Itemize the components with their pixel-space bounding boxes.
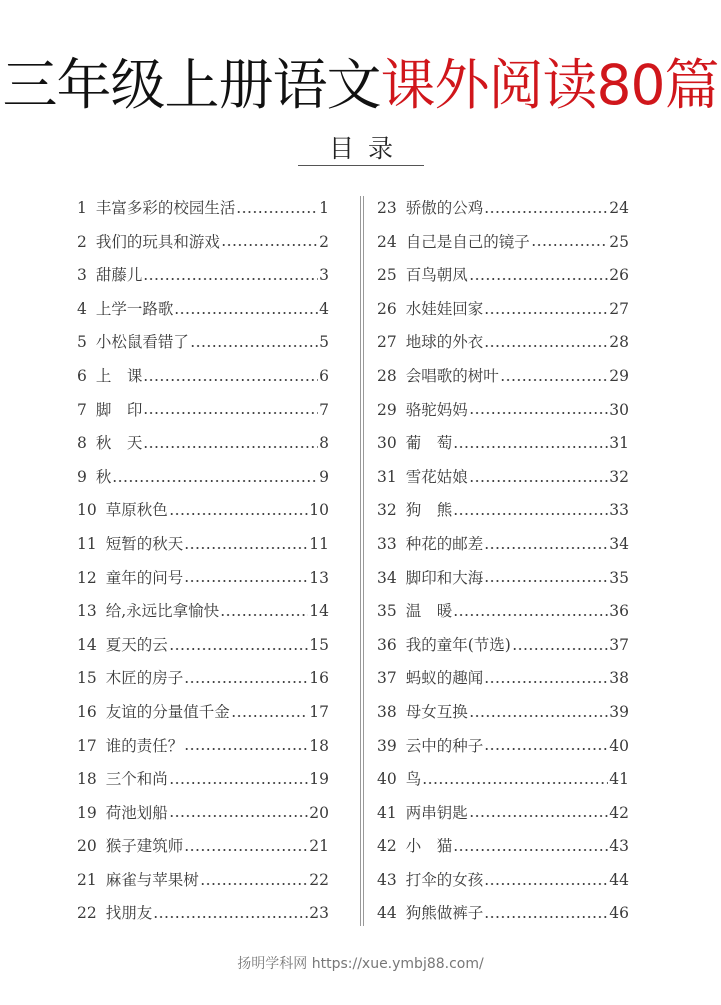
toc-entry-page: 38 [609,669,629,688]
toc-entry[interactable] [77,192,329,226]
dot-leader [469,278,609,280]
dot-leader [469,715,609,717]
dot-leader [169,513,309,515]
toc-entry-number: 32 [377,501,397,520]
toc-entry-title: 打伞的女孩 [405,870,484,889]
toc-entry-page: 37 [609,635,629,654]
toc-entry-title: 草原秋色 [105,501,168,520]
dot-leader [484,345,608,347]
dot-leader [169,648,309,650]
toc-entry-page: 3 [319,266,329,285]
toc-entry-title: 小 猫 [405,837,453,856]
toc-heading: 目录 [298,134,424,166]
toc-entry-title: 我的童年(节选) [405,635,511,654]
toc-entry-title: 三个和尚 [105,770,168,789]
toc-entry[interactable] [77,326,329,360]
toc-entry[interactable] [77,830,329,864]
dot-leader [469,815,609,817]
toc-entry-page: 4 [319,299,329,318]
dot-leader [484,883,608,885]
toc-entry[interactable] [377,662,629,696]
toc-entry-number: 5 [77,333,87,352]
toc-entry-number: 10 [77,501,97,520]
toc-entry-number: 16 [77,702,97,721]
toc-entry-title: 上 课 [95,366,143,385]
toc-entry[interactable] [377,461,629,495]
toc-entry-page: 46 [609,904,629,923]
toc-entry-title: 温 暖 [405,602,453,621]
toc-entry-title: 种花的邮差 [405,534,484,553]
dot-leader [453,513,608,515]
footer-watermark: 扬明学科网 https://xue.ymbj88.com/ [237,956,484,972]
toc-entry-title: 短暂的秋天 [105,534,184,553]
toc-entry-number: 24 [377,232,397,251]
dot-leader [484,681,608,683]
dot-leader [143,412,318,414]
dot-leader [236,211,318,213]
toc-entry-number: 33 [377,534,397,553]
toc-entry[interactable] [77,864,329,898]
toc-entry-number: 12 [77,568,97,587]
toc-entry-number: 26 [377,299,397,318]
dot-leader [469,412,609,414]
toc-entry[interactable] [377,326,629,360]
dot-leader [169,815,309,817]
toc-entry-number: 6 [77,366,87,385]
toc-entry-number: 2 [77,232,87,251]
toc-entry-title: 友谊的分量值千金 [105,702,230,721]
dot-leader [484,312,608,314]
toc-entry-page: 13 [309,568,329,587]
toc-entry-number: 20 [77,837,97,856]
dot-leader [453,614,608,616]
toc-entry-number: 25 [377,266,397,285]
toc-entry[interactable] [77,629,329,663]
dot-leader [484,748,608,750]
toc-entry[interactable] [77,528,329,562]
toc-entry-title: 雪花姑娘 [405,467,468,486]
toc-entry-number: 41 [377,803,397,822]
dot-leader [143,379,318,381]
toc-entry-number: 14 [77,635,97,654]
toc-entry-title: 骆驼妈妈 [405,400,468,419]
toc-entry[interactable] [77,427,329,461]
toc-entry-page: 23 [309,904,329,923]
toc-entry[interactable] [377,897,629,931]
toc-entry[interactable] [77,562,329,596]
toc-entry-page: 11 [309,534,329,553]
toc-entry-page: 41 [609,770,629,789]
toc-entry-number: 31 [377,467,397,486]
toc-entry-title: 狗熊做裤子 [405,904,484,923]
toc-entry-number: 42 [377,837,397,856]
toc-entry-title: 云中的种子 [405,736,484,755]
toc-entry-page: 17 [309,702,329,721]
dot-leader [200,883,309,885]
dot-leader [422,782,608,784]
toc-entry[interactable] [77,662,329,696]
toc-entry[interactable] [77,360,329,394]
toc-entry-page: 14 [309,602,329,621]
toc-entry-title: 上学一路歌 [95,299,174,318]
dot-leader [231,715,309,717]
toc-entry[interactable] [377,562,629,596]
dot-leader [174,312,318,314]
toc-entry[interactable] [377,830,629,864]
toc-entry-page: 19 [309,770,329,789]
toc-entry-page: 29 [609,366,629,385]
dot-leader [531,244,609,246]
toc-entry-page: 39 [609,702,629,721]
toc-entry-title: 小松鼠看错了 [95,333,189,352]
toc-entry-title: 童年的问号 [105,568,184,587]
dot-leader [190,345,318,347]
document-title [0,50,721,120]
toc-entry-page: 27 [609,299,629,318]
toc-entry-title: 秋 天 [95,434,143,453]
toc-entry-title: 给,永远比拿愉快 [105,602,220,621]
toc-entry-number: 21 [77,870,97,889]
toc-entry[interactable] [377,797,629,831]
dot-leader [184,748,308,750]
toc-entry[interactable] [77,730,329,764]
toc-entry-number: 1 [77,199,87,217]
dot-leader [184,849,308,851]
dot-leader [453,446,608,448]
toc-entry-page: 5 [319,333,329,352]
dot-leader [153,916,308,918]
toc-entry-number: 3 [77,266,87,285]
dot-leader [469,480,609,482]
toc-entry[interactable] [377,864,629,898]
toc-entry-title: 鸟 [405,770,422,789]
toc-entry-page: 21 [309,837,329,856]
toc-entry-number: 43 [377,870,397,889]
dot-leader [500,379,609,381]
toc-entry-number: 11 [77,534,97,553]
toc-entry-title: 谁的责任？ [105,736,184,755]
toc-entry-title: 木匠的房子 [105,669,184,688]
dot-leader [484,580,608,582]
toc-entry-number: 22 [77,904,97,923]
toc-entry-page: 35 [609,568,629,587]
toc-entry[interactable] [77,259,329,293]
dot-leader [143,278,318,280]
toc-entry-number: 39 [377,736,397,755]
dot-leader [184,580,308,582]
toc-entry-number: 34 [377,568,397,587]
toc-entry[interactable] [377,259,629,293]
toc-entry-title: 丰富多彩的校园生活 [95,199,236,217]
toc-entry-page: 42 [609,803,629,822]
toc-entry-page: 10 [309,501,329,520]
toc-entry[interactable] [377,528,629,562]
toc-entry[interactable] [377,730,629,764]
toc-entry-title: 麻雀与苹果树 [105,870,199,889]
toc-entry-title: 荷池划船 [105,803,168,822]
toc-entry[interactable] [377,629,629,663]
toc-entry-page: 44 [609,870,629,889]
toc-entry-number: 7 [77,400,87,419]
dot-leader [484,916,608,918]
toc-entry[interactable] [377,394,629,428]
toc-entry[interactable] [77,226,329,260]
toc-entry[interactable] [377,226,629,260]
toc-entry-page: 30 [609,400,629,419]
toc-entry-title: 找朋友 [105,904,153,923]
toc-entry-number: 19 [77,803,97,822]
toc-entry-page: 9 [319,467,329,486]
toc-entry-page: 28 [609,333,629,352]
toc-entry-page: 1 [319,199,329,217]
toc-entry-title: 地球的外衣 [405,333,484,352]
toc-entry-title: 会唱歌的树叶 [405,366,499,385]
toc-entry-page: 32 [609,467,629,486]
toc-entry-page: 7 [319,400,329,419]
toc-entry-title: 葡 萄 [405,434,453,453]
toc-entry-title: 母女互换 [405,702,468,721]
toc-entry-title: 蚂蚁的趣闻 [405,669,484,688]
toc-entry-page: 31 [609,434,629,453]
toc-entry[interactable] [77,595,329,629]
toc-entry-page: 33 [609,501,629,520]
dot-leader [184,681,308,683]
dot-leader [112,480,318,482]
title-black-part: 三年级上册语文 [2,53,381,117]
dot-leader [143,446,318,448]
toc-entry[interactable] [377,192,629,226]
toc-entry-number: 4 [77,299,87,318]
toc-entry[interactable] [77,293,329,327]
toc-entry[interactable] [77,696,329,730]
toc-entry-number: 17 [77,736,97,755]
toc-entry-title: 狗 熊 [405,501,453,520]
toc-entry-number: 23 [377,199,397,217]
toc-entry-page: 18 [309,736,329,755]
toc-entry-page: 16 [309,669,329,688]
toc-entry-page: 36 [609,602,629,621]
dot-leader [512,648,608,650]
toc-entry-title: 水娃娃回家 [405,299,484,318]
toc-entry[interactable] [377,763,629,797]
toc-entry-page: 20 [309,803,329,822]
toc-entry-number: 35 [377,602,397,621]
toc-column-left [77,192,329,931]
toc-entry-number: 27 [377,333,397,352]
column-divider [360,196,364,926]
toc-entry-number: 44 [377,904,397,923]
toc-entry[interactable] [377,494,629,528]
toc-entry-page: 6 [319,366,329,385]
toc-entry[interactable] [77,494,329,528]
toc-entry-page: 25 [609,232,629,251]
dot-leader [453,849,608,851]
toc-entry-page: 34 [609,534,629,553]
dot-leader [184,547,308,549]
toc-entry[interactable] [77,797,329,831]
toc-entry-title: 甜藤儿 [95,266,143,285]
toc-entry-number: 15 [77,669,97,688]
toc-entry-title: 骄傲的公鸡 [405,199,484,217]
toc-entry-title: 百鸟朝凤 [405,266,468,285]
toc-entry-title: 猴子建筑师 [105,837,184,856]
toc-entry-number: 30 [377,434,397,453]
toc-entry-page: 43 [609,837,629,856]
toc-entry[interactable] [77,763,329,797]
toc-entry-title: 夏天的云 [105,635,168,654]
toc-entry-number: 28 [377,366,397,385]
toc-entry-title: 两串钥匙 [405,803,468,822]
toc-entry-number: 18 [77,770,97,789]
toc-entry-title: 秋 [95,467,112,486]
toc-entry[interactable] [77,394,329,428]
toc-entry[interactable] [377,696,629,730]
dot-leader [169,782,309,784]
toc-entry-number: 37 [377,669,397,688]
toc-entry-page: 2 [319,232,329,251]
dot-leader [484,547,608,549]
toc-entry-number: 9 [77,467,87,486]
toc-entry[interactable] [377,595,629,629]
toc-entry-page: 22 [309,870,329,889]
dot-leader [220,614,308,616]
toc-entry[interactable] [377,360,629,394]
toc-entry-page: 15 [309,635,329,654]
toc-entry-page: 40 [609,736,629,755]
toc-entry-page: 8 [319,434,329,453]
toc-entry-number: 13 [77,602,97,621]
toc-entry[interactable] [377,293,629,327]
toc-column-right [377,192,629,931]
toc-entry-number: 38 [377,702,397,721]
dot-leader [221,244,318,246]
toc-entry[interactable] [377,427,629,461]
toc-entry-title: 脚 印 [95,400,143,419]
toc-entry-title: 自己是自己的镜子 [405,232,530,251]
toc-entry-number: 8 [77,434,87,453]
title-red-part: 课外阅读80篇 [380,53,719,117]
toc-entry-number: 36 [377,635,397,654]
toc-entry-page: 24 [609,199,629,217]
toc-entry[interactable] [77,461,329,495]
toc-entry-title: 我们的玩具和游戏 [95,232,220,251]
toc-entry-page: 26 [609,266,629,285]
dot-leader [484,211,608,213]
toc-entry[interactable] [77,897,329,931]
toc-entry-number: 29 [377,400,397,419]
toc-entry-number: 40 [377,770,397,789]
toc-entry-title: 脚印和大海 [405,568,484,587]
